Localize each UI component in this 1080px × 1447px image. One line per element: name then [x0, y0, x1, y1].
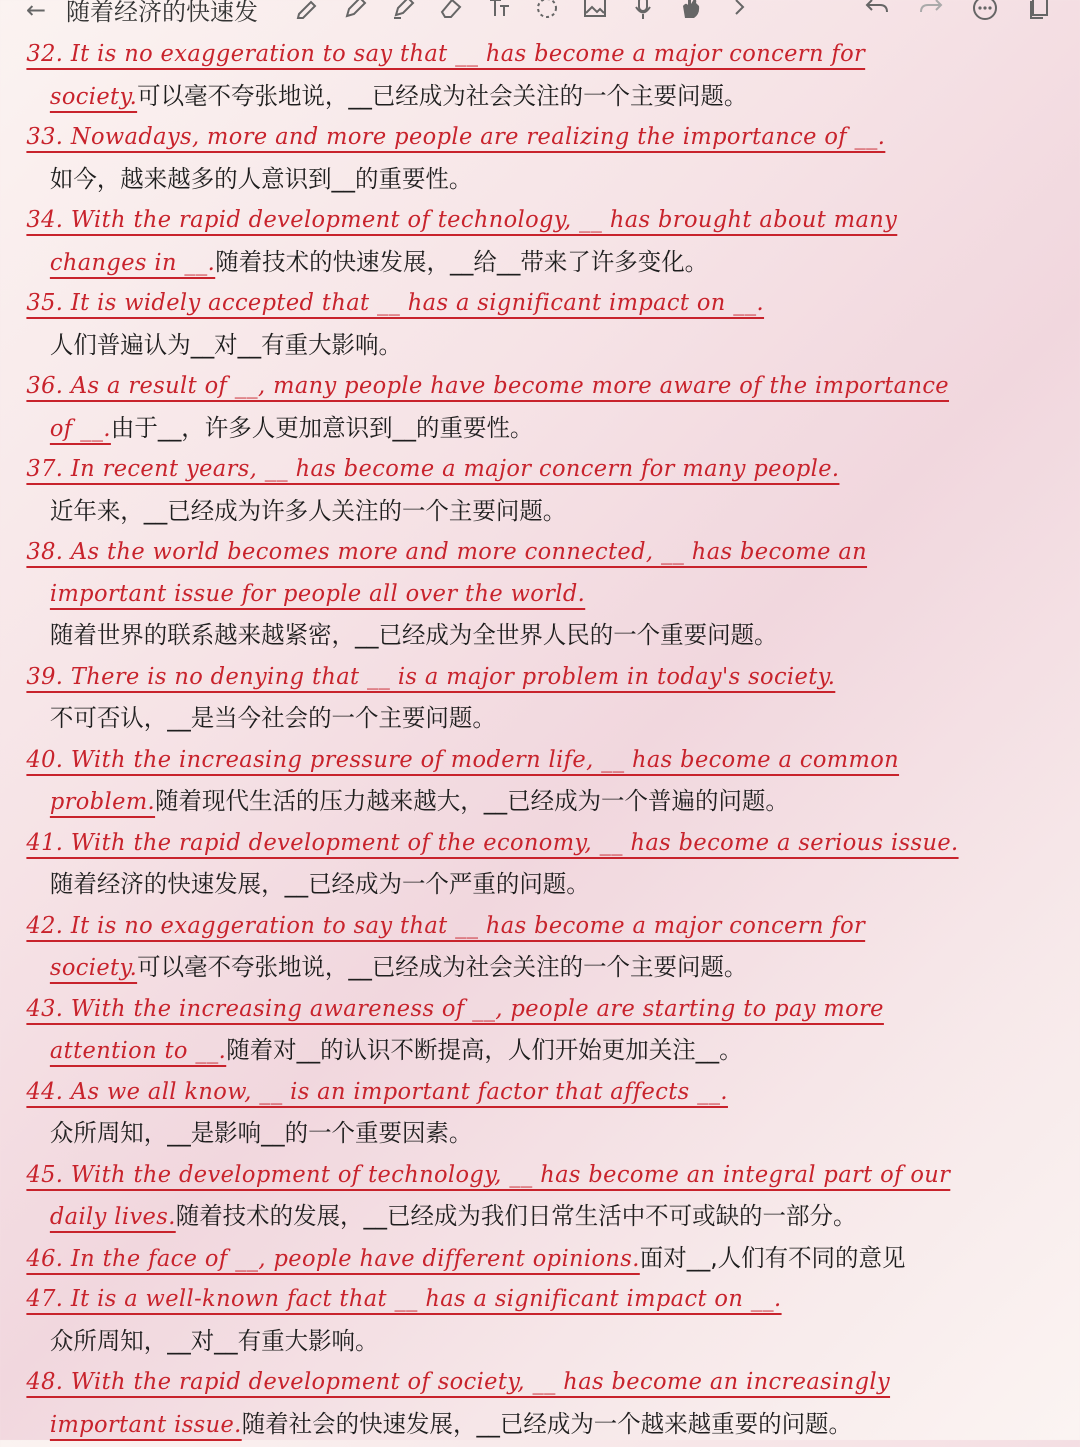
- english-phrase: 45. With the development of technology, __ has become an integral part of our: [26, 1161, 951, 1188]
- phrase-entry-32: [0, 34, 1080, 117]
- phrase-entry-40: [0, 740, 1080, 823]
- phrase-entry-47: [0, 1279, 1080, 1362]
- chinese-translation: 随着现代生活的压力越来越大，__已经成为一个普遍的问题。: [155, 787, 789, 815]
- chinese-translation: 面对__,人们有不同的意见: [639, 1243, 906, 1272]
- english-phrase: 39. There is no denying that __ is a major problem in today's society.: [26, 663, 836, 690]
- phrase-entry-41: [0, 823, 1080, 906]
- english-phrase: 33. Nowadays, more and more people are realizing the importance of __.: [26, 124, 886, 150]
- chinese-translation: 可以毫不夸张地说，__已经成为社会关注的一个主要问题。: [137, 81, 748, 110]
- phrase-entry-44: [0, 1072, 1080, 1155]
- redo-icon[interactable]: [916, 0, 946, 22]
- chinese-translation: 由于__，许多人更加意识到__的重要性。: [110, 413, 534, 442]
- toolbar: [0, 0, 1080, 28]
- chinese-translation: 随着经济的快速发展，__已经成为一个严重的问题。: [49, 870, 590, 898]
- more-icon[interactable]: [970, 0, 1000, 22]
- highlighter-icon[interactable]: [388, 0, 418, 22]
- english-phrase: society.: [49, 955, 138, 981]
- chinese-translation: 近年来，__已经成为许多人关注的一个主要问题。: [49, 496, 567, 525]
- chinese-translation: 众所周知，__是影响__的一个重要因素。: [49, 1119, 473, 1147]
- phrase-entry-36: [0, 366, 1080, 449]
- english-phrase: 38. As the world becomes more and more connected, __ has become an: [26, 539, 868, 565]
- chinese-translation: 随着社会的快速发展，__已经成为一个越来越重要的问题。: [241, 1409, 852, 1438]
- phrase-entry-46: [0, 1238, 1080, 1280]
- chinese-translation: 随着世界的联系越来越紧密，__已经成为全世界人民的一个重要问题。: [49, 621, 778, 649]
- phrase-entry-37: [0, 449, 1080, 532]
- english-phrase: 48. With the rapid development of society, __ has become an increasingly: [26, 1369, 891, 1395]
- phrase-entry-33: [0, 117, 1080, 200]
- notes-page: [0, 34, 1080, 1445]
- phrase-entry-39: [0, 657, 1080, 740]
- arrow-left-icon[interactable]: ←: [26, 0, 47, 24]
- english-phrase: 41. With the rapid development of the economy, __ has become a serious issue.: [26, 829, 959, 856]
- chinese-translation: 随着技术的快速发展，__给__带来了许多变化。: [215, 247, 709, 276]
- phrase-entry-38: [0, 532, 1080, 657]
- lasso-icon[interactable]: [292, 0, 322, 22]
- english-phrase: 42. It is no exaggeration to say that __ has become a major concern for: [26, 912, 866, 939]
- phrase-entry-42: [0, 906, 1080, 989]
- chinese-translation: 不可否认，__是当今社会的一个主要问题。: [49, 704, 496, 732]
- english-phrase: 43. With the increasing awareness of __, people are starting to pay more: [26, 995, 884, 1022]
- english-phrase: society.: [49, 83, 138, 110]
- english-phrase: 46. In the face of __, people have different opinions.: [26, 1245, 640, 1272]
- english-phrase: 37. In recent years, __ has become a major concern for many people.: [26, 456, 840, 482]
- english-phrase: of __.: [49, 415, 111, 442]
- chinese-translation: 随着对__的认识不断提高，人们开始更加关注__。: [226, 1036, 743, 1064]
- phrase-entry-34: [0, 200, 1080, 283]
- tool-group: [292, 0, 754, 22]
- english-phrase: 35. It is widely accepted that __ has a significant impact on __.: [26, 290, 765, 316]
- phrase-entry-35: [0, 283, 1080, 366]
- english-phrase: important issue.: [49, 1411, 242, 1438]
- chinese-translation: 可以毫不夸张地说，__已经成为社会关注的一个主要问题。: [137, 953, 748, 981]
- pen-icon[interactable]: [340, 0, 370, 22]
- eraser-icon[interactable]: [436, 0, 466, 22]
- english-phrase: problem.: [49, 789, 156, 815]
- english-phrase: 32. It is no exaggeration to say that __ has become a major concern for: [26, 41, 866, 67]
- mic-icon[interactable]: [628, 0, 658, 22]
- english-phrase: 34. With the rapid development of technology, __ has brought about many: [26, 207, 898, 233]
- image-icon[interactable]: [580, 0, 610, 22]
- english-phrase: 44. As we all know, __ is an important factor that affects __.: [26, 1078, 728, 1105]
- english-phrase: important issue for people all over the world.: [49, 580, 586, 607]
- shape-icon[interactable]: [532, 0, 562, 22]
- pages-icon[interactable]: [1024, 0, 1054, 22]
- chevron-right-icon[interactable]: [724, 0, 754, 22]
- english-phrase: 40. With the increasing pressure of modern life, __ has become a common: [26, 746, 900, 773]
- document-title: 随着经济的快速发: [66, 0, 258, 26]
- english-phrase: attention to __.: [49, 1038, 227, 1064]
- english-phrase: 47. It is a well-known fact that __ has a significant impact on __.: [26, 1286, 782, 1312]
- phrase-entry-43: [0, 989, 1080, 1072]
- chinese-translation: 人们普遍认为__对__有重大影响。: [49, 330, 402, 359]
- right-tool-group: [862, 0, 1054, 22]
- phrase-entry-48: [0, 1362, 1080, 1445]
- hand-icon[interactable]: [676, 0, 706, 22]
- chinese-translation: 随着技术的发展，__已经成为我们日常生活中不可或缺的一部分。: [175, 1202, 857, 1230]
- english-phrase: changes in __.: [49, 249, 216, 276]
- text-icon[interactable]: [484, 0, 514, 22]
- phrase-entry-45: [0, 1155, 1080, 1238]
- chinese-translation: 如今，越来越多的人意识到__的重要性。: [49, 164, 473, 193]
- english-phrase: daily lives.: [49, 1204, 176, 1230]
- undo-icon[interactable]: [862, 0, 892, 22]
- chinese-translation: 众所周知，__对__有重大影响。: [49, 1326, 379, 1355]
- english-phrase: 36. As a result of __, many people have become more aware of the importance: [26, 373, 950, 399]
